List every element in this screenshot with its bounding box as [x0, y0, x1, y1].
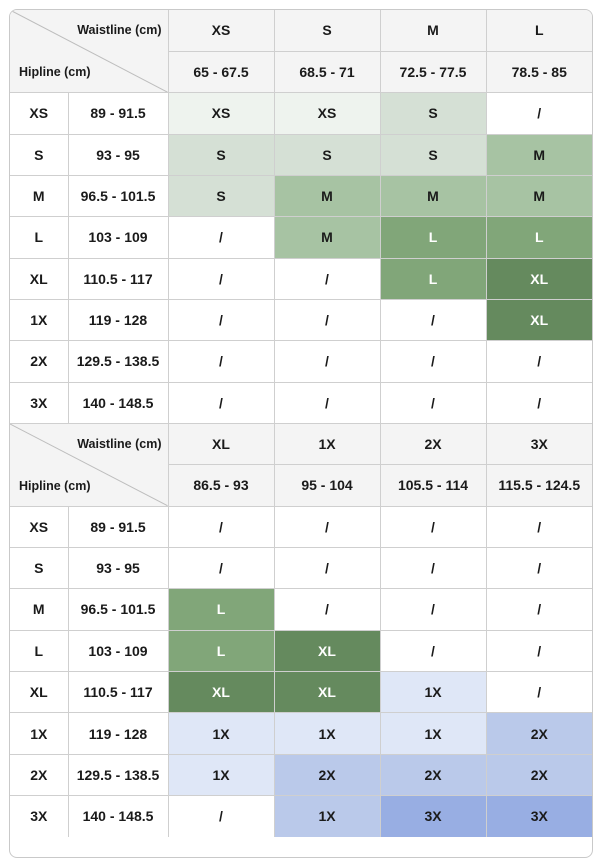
recommended-size-cell: L [380, 258, 486, 299]
waist-range-header: 86.5 - 93 [168, 465, 274, 506]
recommended-size-cell: / [486, 630, 592, 671]
hip-size: 1X [10, 713, 68, 754]
waist-range-header: 72.5 - 77.5 [380, 51, 486, 92]
recommended-size-cell: / [486, 93, 592, 134]
header-row-waist-sizes [10, 10, 592, 51]
recommended-size-cell: L [168, 630, 274, 671]
hip-size: M [10, 175, 68, 216]
hip-range: 93 - 95 [68, 134, 168, 175]
hip-size: 1X [10, 299, 68, 340]
table-row [10, 713, 592, 754]
hip-range: 140 - 148.5 [68, 382, 168, 423]
recommended-size-cell: / [168, 258, 274, 299]
recommended-size-cell: / [168, 796, 274, 837]
hip-size: XL [10, 672, 68, 713]
waist-size-header: S [274, 10, 380, 51]
recommended-size-cell: / [380, 589, 486, 630]
recommended-size-cell: XL [486, 299, 592, 340]
recommended-size-cell: / [274, 547, 380, 588]
waist-size-header: L [486, 10, 592, 51]
hip-size: 2X [10, 341, 68, 382]
corner-header [10, 423, 168, 506]
hip-range: 129.5 - 138.5 [68, 754, 168, 795]
recommended-size-cell: 1X [274, 713, 380, 754]
recommended-size-cell: 1X [274, 796, 380, 837]
hip-range: 140 - 148.5 [68, 796, 168, 837]
recommended-size-cell: / [486, 341, 592, 382]
hip-range: 110.5 - 117 [68, 672, 168, 713]
recommended-size-cell: L [168, 589, 274, 630]
hip-range: 110.5 - 117 [68, 258, 168, 299]
waistline-label: Waistline (cm) [77, 23, 162, 37]
hip-range: 96.5 - 101.5 [68, 175, 168, 216]
recommended-size-cell: 3X [486, 796, 592, 837]
recommended-size-cell: XS [274, 93, 380, 134]
waist-range-header: 65 - 67.5 [168, 51, 274, 92]
hip-range: 129.5 - 138.5 [68, 341, 168, 382]
table-row [10, 796, 592, 837]
recommended-size-cell: 1X [168, 713, 274, 754]
recommended-size-cell: S [380, 134, 486, 175]
recommended-size-cell: / [274, 506, 380, 547]
hip-size: S [10, 547, 68, 588]
hip-size: L [10, 217, 68, 258]
recommended-size-cell: XL [274, 630, 380, 671]
table-row [10, 506, 592, 547]
recommended-size-cell: 2X [486, 713, 592, 754]
size-chart [9, 9, 593, 858]
recommended-size-cell: / [380, 630, 486, 671]
recommended-size-cell: / [168, 547, 274, 588]
recommended-size-cell: / [274, 299, 380, 340]
recommended-size-cell: / [274, 589, 380, 630]
hip-size: S [10, 134, 68, 175]
hip-range: 93 - 95 [68, 547, 168, 588]
recommended-size-cell: / [274, 382, 380, 423]
recommended-size-cell: / [168, 217, 274, 258]
hip-size: XS [10, 506, 68, 547]
waist-range-header: 115.5 - 124.5 [486, 465, 592, 506]
table-row [10, 134, 592, 175]
recommended-size-cell: / [486, 506, 592, 547]
recommended-size-cell: / [486, 382, 592, 423]
hip-range: 89 - 91.5 [68, 93, 168, 134]
recommended-size-cell: / [168, 341, 274, 382]
hip-size: XL [10, 258, 68, 299]
recommended-size-cell: / [274, 341, 380, 382]
hip-size: L [10, 630, 68, 671]
recommended-size-cell: 2X [274, 754, 380, 795]
recommended-size-cell: / [486, 547, 592, 588]
recommended-size-cell: XL [274, 672, 380, 713]
table-row [10, 217, 592, 258]
waist-size-header: M [380, 10, 486, 51]
waistline-label: Waistline (cm) [77, 436, 162, 451]
recommended-size-cell: 1X [380, 672, 486, 713]
recommended-size-cell: / [380, 547, 486, 588]
waist-size-header: 3X [486, 423, 592, 464]
hipline-label: Hipline (cm) [19, 478, 91, 493]
recommended-size-cell: S [274, 134, 380, 175]
table-row [10, 547, 592, 588]
hip-range: 103 - 109 [68, 630, 168, 671]
hip-size: M [10, 589, 68, 630]
recommended-size-cell: 3X [380, 796, 486, 837]
recommended-size-cell: / [380, 341, 486, 382]
table-row [10, 175, 592, 216]
recommended-size-cell: / [486, 672, 592, 713]
recommended-size-cell: / [168, 382, 274, 423]
hip-range: 119 - 128 [68, 299, 168, 340]
recommended-size-cell: XL [486, 258, 592, 299]
recommended-size-cell: / [380, 299, 486, 340]
hip-size: XS [10, 93, 68, 134]
recommended-size-cell: / [486, 589, 592, 630]
table-row [10, 299, 592, 340]
recommended-size-cell: M [486, 175, 592, 216]
header-row-waist-sizes [10, 423, 592, 464]
recommended-size-cell: 2X [486, 754, 592, 795]
corner-header [10, 10, 168, 93]
recommended-size-cell: S [380, 93, 486, 134]
hip-size: 3X [10, 382, 68, 423]
recommended-size-cell: XL [168, 672, 274, 713]
recommended-size-cell: / [168, 506, 274, 547]
recommended-size-cell: / [168, 299, 274, 340]
table-row [10, 754, 592, 795]
waist-size-header: 1X [274, 423, 380, 464]
recommended-size-cell: M [486, 134, 592, 175]
recommended-size-cell: 2X [380, 754, 486, 795]
recommended-size-cell: / [380, 382, 486, 423]
hip-range: 103 - 109 [68, 217, 168, 258]
waist-size-header: XL [168, 423, 274, 464]
recommended-size-cell: XS [168, 93, 274, 134]
table-row [10, 341, 592, 382]
hip-size: 3X [10, 796, 68, 837]
table-row [10, 589, 592, 630]
waist-range-header: 78.5 - 85 [486, 51, 592, 92]
recommended-size-cell: M [274, 217, 380, 258]
table-row [10, 93, 592, 134]
hipline-label: Hipline (cm) [19, 65, 91, 80]
waist-range-header: 105.5 - 114 [380, 465, 486, 506]
waist-range-header: 95 - 104 [274, 465, 380, 506]
recommended-size-cell: 1X [380, 713, 486, 754]
hip-range: 89 - 91.5 [68, 506, 168, 547]
recommended-size-cell: / [380, 506, 486, 547]
table-row [10, 630, 592, 671]
waist-range-header: 68.5 - 71 [274, 51, 380, 92]
recommended-size-cell: L [380, 217, 486, 258]
waist-size-header: XS [168, 10, 274, 51]
recommended-size-cell: / [274, 258, 380, 299]
table-row [10, 258, 592, 299]
hip-range: 119 - 128 [68, 713, 168, 754]
hip-range: 96.5 - 101.5 [68, 589, 168, 630]
recommended-size-cell: S [168, 175, 274, 216]
waist-size-header: 2X [380, 423, 486, 464]
table-row [10, 382, 592, 423]
recommended-size-cell: 1X [168, 754, 274, 795]
hip-size: 2X [10, 754, 68, 795]
table-row [10, 672, 592, 713]
recommended-size-cell: L [486, 217, 592, 258]
size-chart-table [10, 10, 592, 837]
recommended-size-cell: M [274, 175, 380, 216]
recommended-size-cell: M [380, 175, 486, 216]
recommended-size-cell: S [168, 134, 274, 175]
